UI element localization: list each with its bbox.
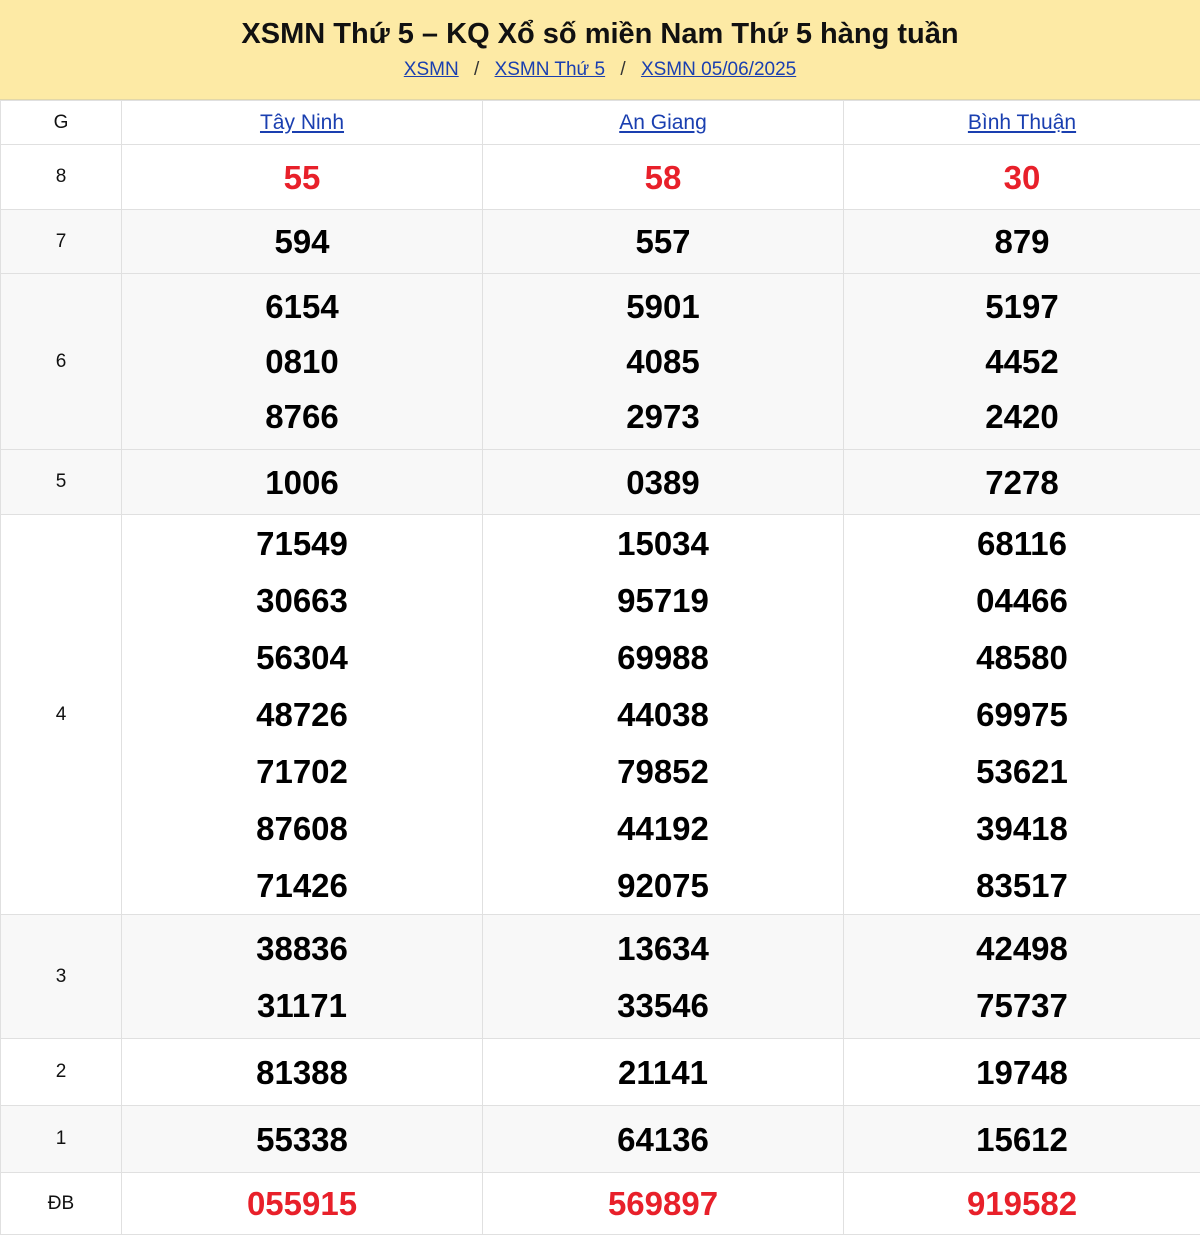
prize-row — [1, 210, 1200, 274]
result-cell — [483, 450, 844, 515]
breadcrumb-separator: / — [473, 59, 480, 80]
result-number: 594 — [274, 223, 330, 260]
province-header — [483, 101, 844, 145]
result-number: 69975 — [976, 696, 1068, 733]
result-number: 55 — [283, 158, 321, 196]
result-cell — [483, 1106, 844, 1173]
result-number: 2420 — [985, 398, 1059, 435]
results-body — [1, 145, 1200, 1235]
prize-label: 3 — [1, 915, 122, 1039]
result-number: 95719 — [617, 582, 709, 619]
prize-row — [1, 1106, 1200, 1173]
result-number: 79852 — [617, 753, 709, 790]
result-cell — [122, 915, 483, 1039]
breadcrumb — [0, 58, 1200, 82]
province-link-tay-ninh[interactable]: Tây Ninh — [259, 110, 345, 134]
prize-row — [1, 1173, 1200, 1235]
breadcrumb-separator: / — [620, 59, 626, 80]
breadcrumb-link-xsmn-thu-5[interactable]: XSMN Thứ 5 — [494, 59, 606, 80]
result-number: 64136 — [617, 1120, 709, 1158]
province-link-an-giang[interactable]: An Giang — [619, 110, 707, 134]
result-number: 569897 — [607, 1185, 719, 1222]
result-cell — [844, 145, 1200, 210]
result-number: 8766 — [265, 398, 339, 435]
prize-row — [1, 145, 1200, 210]
result-cell — [122, 450, 483, 515]
result-number: 15612 — [976, 1120, 1068, 1158]
prize-label: 5 — [1, 450, 122, 515]
result-cell — [122, 210, 483, 274]
result-number: 30663 — [256, 582, 348, 619]
result-number: 19748 — [976, 1053, 1068, 1091]
result-number: 48580 — [976, 639, 1068, 676]
result-cell — [483, 515, 844, 915]
result-number: 0810 — [265, 343, 339, 380]
result-number: 75737 — [976, 986, 1068, 1024]
result-number: 6154 — [265, 288, 339, 325]
result-number: 0389 — [626, 463, 700, 501]
result-number: 44192 — [617, 810, 709, 847]
result-cell — [122, 515, 483, 915]
result-number: 4085 — [626, 343, 700, 380]
result-number: 21141 — [618, 1053, 708, 1091]
table-header-row — [1, 101, 1200, 145]
result-number: 5901 — [626, 288, 700, 325]
prize-row — [1, 915, 1200, 1039]
prize-label: 2 — [1, 1039, 122, 1106]
result-number: 44038 — [617, 696, 709, 733]
result-number: 30 — [1003, 158, 1041, 196]
province-link-binh-thuan[interactable]: Bình Thuận — [967, 110, 1077, 134]
page-title: XSMN Thứ 5 – KQ Xổ số miền Nam Thứ 5 hàng tuần — [241, 18, 959, 50]
result-number: 04466 — [976, 582, 1068, 619]
result-cell — [483, 145, 844, 210]
result-number: 87608 — [256, 810, 348, 847]
result-cell — [844, 515, 1200, 915]
result-number: 39418 — [976, 810, 1068, 847]
result-number: 919582 — [966, 1185, 1078, 1222]
result-number: 2973 — [626, 398, 700, 435]
result-cell — [122, 1173, 483, 1235]
result-number: 71549 — [256, 525, 348, 562]
result-cell — [844, 1039, 1200, 1106]
result-cell — [122, 1106, 483, 1173]
result-cell — [844, 450, 1200, 515]
result-number: 56304 — [256, 639, 348, 676]
results-table — [0, 100, 1200, 1235]
result-number: 7278 — [985, 463, 1059, 501]
breadcrumb-link-xsmn-date[interactable]: XSMN 05/06/2025 — [640, 59, 797, 80]
prize-row — [1, 450, 1200, 515]
result-number: 4452 — [985, 343, 1059, 380]
result-number: 68116 — [977, 525, 1067, 562]
result-number: 055915 — [246, 1185, 358, 1222]
result-number: 69988 — [617, 639, 709, 676]
result-cell — [844, 915, 1200, 1039]
prize-column-header: G — [1, 101, 122, 145]
province-header — [122, 101, 483, 145]
result-cell — [122, 145, 483, 210]
result-number: 31171 — [257, 986, 347, 1024]
prize-label: 4 — [1, 515, 122, 915]
result-number: 55338 — [256, 1120, 348, 1158]
prize-label: 1 — [1, 1106, 122, 1173]
prize-label: 6 — [1, 274, 122, 450]
result-number: 48726 — [256, 696, 348, 733]
result-number: 5197 — [985, 288, 1059, 325]
breadcrumb-link-xsmn[interactable]: XSMN — [403, 59, 459, 80]
prize-row — [1, 515, 1200, 915]
result-cell — [844, 210, 1200, 274]
result-number: 42498 — [976, 929, 1068, 967]
result-cell — [483, 1173, 844, 1235]
result-number: 1006 — [265, 463, 339, 501]
result-number: 71702 — [256, 753, 348, 790]
result-number: 879 — [994, 223, 1050, 260]
result-cell — [483, 274, 844, 450]
page-header — [0, 0, 1200, 100]
result-number: 38836 — [256, 929, 348, 967]
prize-label: 7 — [1, 210, 122, 274]
result-cell — [483, 210, 844, 274]
result-cell — [483, 1039, 844, 1106]
result-number: 557 — [635, 223, 691, 260]
result-number: 71426 — [256, 867, 348, 904]
result-number: 81388 — [256, 1053, 348, 1091]
result-cell — [844, 1106, 1200, 1173]
prize-row — [1, 274, 1200, 450]
result-cell — [483, 915, 844, 1039]
result-number: 13634 — [617, 929, 709, 967]
result-cell — [122, 1039, 483, 1106]
prize-label: ĐB — [1, 1173, 122, 1235]
result-number: 83517 — [976, 867, 1068, 904]
result-number: 15034 — [617, 525, 709, 562]
province-header — [844, 101, 1200, 145]
result-number: 53621 — [976, 753, 1068, 790]
prize-label: 8 — [1, 145, 122, 210]
result-number: 33546 — [617, 986, 709, 1024]
result-cell — [122, 274, 483, 450]
prize-row — [1, 1039, 1200, 1106]
result-number: 58 — [644, 158, 682, 196]
result-cell — [844, 274, 1200, 450]
result-cell — [844, 1173, 1200, 1235]
result-number: 92075 — [617, 867, 709, 904]
